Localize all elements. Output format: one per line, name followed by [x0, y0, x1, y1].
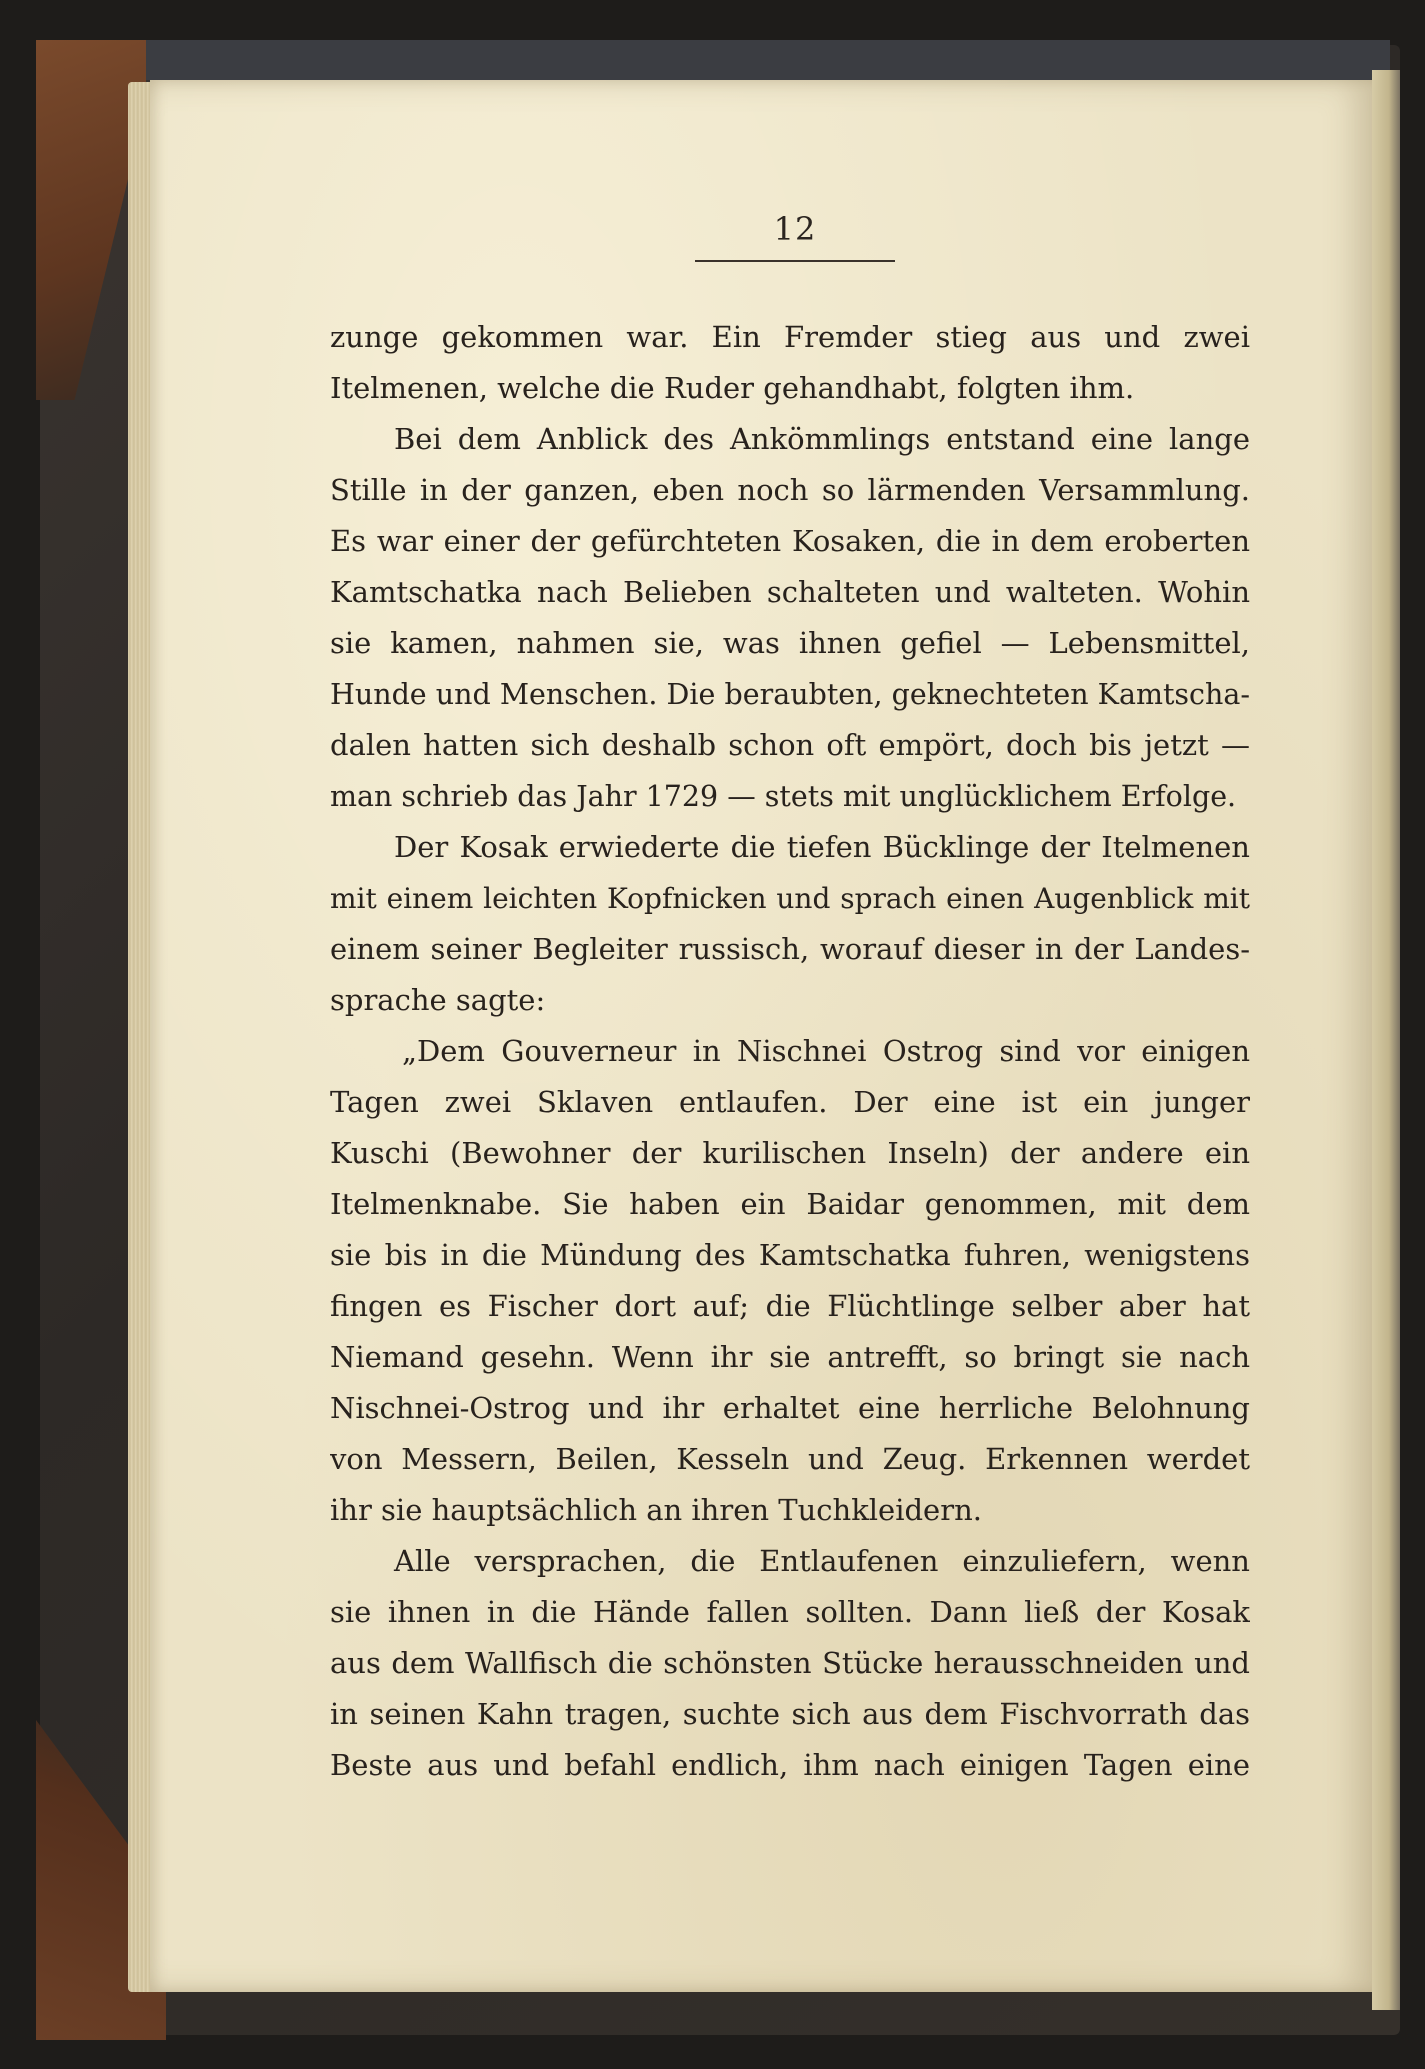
text-line: Stille in der ganzen, eben noch so lärmenden Versammlung.	[330, 473, 1250, 507]
text-line: fingen es Fischer dort auf; die Flüchtlinge selber aber hat	[330, 1289, 1250, 1323]
text-line: aus dem Wallfisch die schönsten Stücke herausschneiden und	[330, 1646, 1250, 1680]
text-line: Niemand gesehn. Wenn ihr sie antrefft, so bringt sie nach	[330, 1340, 1250, 1374]
text-line: man schrieb das Jahr 1729 — stets mit unglücklichem Erfolge.	[330, 780, 1237, 813]
right-page-edge	[1372, 70, 1400, 2010]
text-line: mit einem leichten Kopfnicken und sprach einen Augenblick mit	[330, 882, 1250, 915]
text-line: Beste aus und befahl endlich, ihm nach einigen Tagen eine	[330, 1748, 1250, 1782]
cover-top-strip	[130, 40, 1390, 80]
text-line: Der Kosak erwiederte die tiefen Bücklinge der Itelmenen	[394, 830, 1250, 864]
text-line: ihr sie hauptsächlich an ihren Tuchkleidern.	[330, 1493, 982, 1527]
text-line: von Messern, Beilen, Kesseln und Zeug. Erkennen werdet	[330, 1442, 1250, 1476]
text-line: sprache sagte:	[330, 983, 546, 1017]
text-line: Hunde und Menschen. Die beraubten, geknechteten Kamtscha-	[330, 678, 1250, 711]
text-line: dalen hatten sich deshalb schon oft empört, doch bis jetzt —	[330, 728, 1250, 762]
text-line: in seinen Kahn tragen, suchte sich aus dem Fischvorrath das	[330, 1697, 1250, 1731]
text-line: Alle versprachen, die Entlaufenen einzuliefern, wenn	[394, 1544, 1250, 1578]
text-line: Kuschi (Bewohner der kurilischen Inseln) der andere ein	[330, 1136, 1250, 1170]
text-line: Nischnei-Ostrog und ihr erhaltet eine herrliche Belohnung	[330, 1391, 1250, 1425]
header-rule	[695, 260, 895, 262]
text-line: Tagen zwei Sklaven entlaufen. Der eine ist ein junger	[330, 1085, 1250, 1119]
text-line: sie bis in die Mündung des Kamtschatka fuhren, wenigstens	[330, 1238, 1250, 1272]
text-line: Bei dem Anblick des Ankömmlings entstand eine lange	[394, 422, 1250, 456]
text-line: „Dem Gouverneur in Nischnei Ostrog sind vor einigen	[402, 1034, 1250, 1068]
text-line: Itelmenen, welche die Ruder gehandhabt, folgten ihm.	[330, 371, 1135, 405]
page-number: 12	[773, 210, 817, 248]
text-line: einem seiner Begleiter russisch, worauf dieser in der Landes-	[330, 932, 1250, 966]
text-line: Es war einer der gefürchteten Kosaken, die in dem eroberten	[330, 524, 1250, 558]
text-line: sie kamen, nahmen sie, was ihnen gefiel — Lebensmittel,	[330, 626, 1250, 660]
text-line: sie ihnen in die Hände fallen sollten. Dann ließ der Kosak	[330, 1595, 1250, 1629]
text-line: Itelmenknabe. Sie haben ein Baidar genommen, mit dem	[330, 1187, 1250, 1221]
text-line: zunge gekommen war. Ein Fremder stieg aus und zwei	[330, 320, 1250, 354]
body-text	[330, 312, 1250, 1791]
text-line: Kamtschatka nach Belieben schalteten und walteten. Wohin	[330, 575, 1250, 609]
